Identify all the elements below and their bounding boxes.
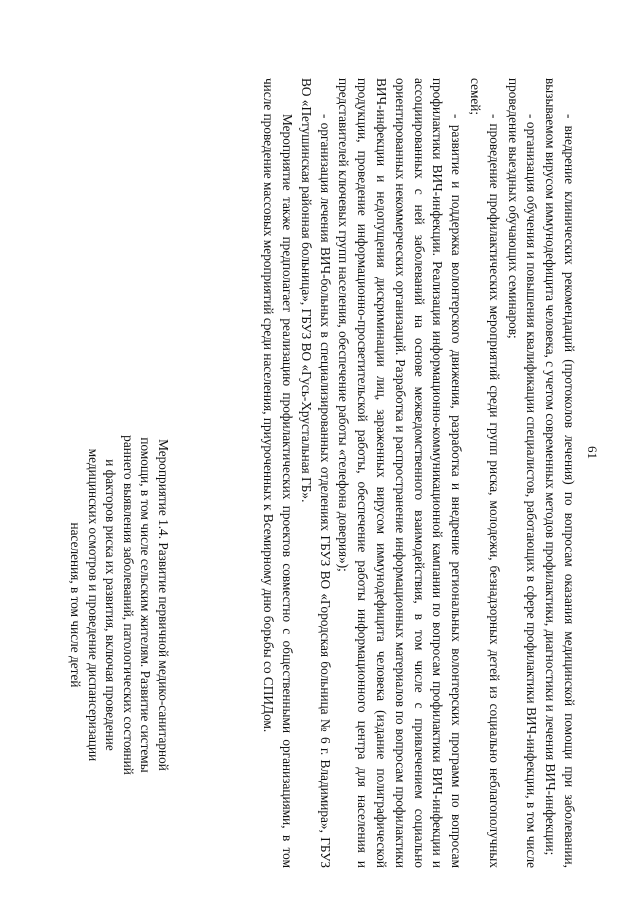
paragraph-prevention-risk-groups: - проведение профилактических мероприятий среди групп риска, молодежи, безнадзорных детей из социально неблагополучных семей; [468, 78, 502, 868]
heading-line: помощи, в том числе сельским жителям. Развитие системы [138, 437, 154, 773]
heading-line: раннего выявления заболеваний, патологических состояний [120, 435, 136, 775]
page-number: 61 [585, 446, 600, 459]
heading-line: Мероприятие 1.4. Развитие первичной медико-санитарной [156, 439, 171, 771]
heading-line: медицинских осмотров и проведение диспансеризации [85, 448, 101, 762]
paragraph-clinical-guidelines: - внедрение клинических рекомендаций (протоколов лечения) по вопросам оказания медицинской помощи при заболевании, вызываемом вирусом иммунодефицита человека, с учетом современных методов профилактики, диагностики и лечения ВИЧ-инфекции; [543, 78, 577, 868]
paragraph-hiv-treatment: - организация лечения ВИЧ-больных в специализированных отделениях ГБУЗ ВО «Городская больница № 6 г. Владимира», ГБУЗ ВО «Петушинская районная больница», ГБУЗ ВО «Гусь-Хрустальная ГБ». [298, 78, 333, 868]
paragraph-training-specialists: - организация обучения и повышения квалификации специалистов, работающих в сфере профилактики ВИЧ-инфекции, в том числе проведение выездных обучающих семинаров; [505, 78, 540, 868]
body-text [258, 78, 578, 868]
section-heading [66, 400, 172, 810]
heading-line: и факторов риска их развития, включая проведение [103, 459, 119, 751]
paragraph-volunteer-movement: - развитие и поддержка волонтерского движения, разработка и внедрение региональных волонтерских программ по вопросам профилактики ВИЧ-инфекции. Реализация информационно-коммуникационной кампании по вопросам профилактики ВИЧ-инфекции и ассоциированных с ней заболеваний на основе межведомственного взаимодействия, в том числе с привлечением социально ориентированных некоммерческих организаций. Разработка и распространение информационных материалов по вопросам профилактики ВИЧ-инфекции и недопущения дискриминации лиц, зараженных вирусом иммунодефицита человека (издание полиграфической продукции, проведение информационно-просветительской работы, обеспечение работы информационного центра для населения и представителей ключевых групп населения, обеспечение работы «телефона доверия»); [336, 78, 465, 868]
paragraph-prevention-projects: Мероприятие также предполагает реализацию профилактических проектов совместно с общественными организациями, в том числе проведение массовых мероприятий среди населения, приуроченных к Всемирному дню борьбы со СПИДом. [261, 78, 296, 868]
heading-line: населения, в том числе детей [68, 522, 84, 688]
